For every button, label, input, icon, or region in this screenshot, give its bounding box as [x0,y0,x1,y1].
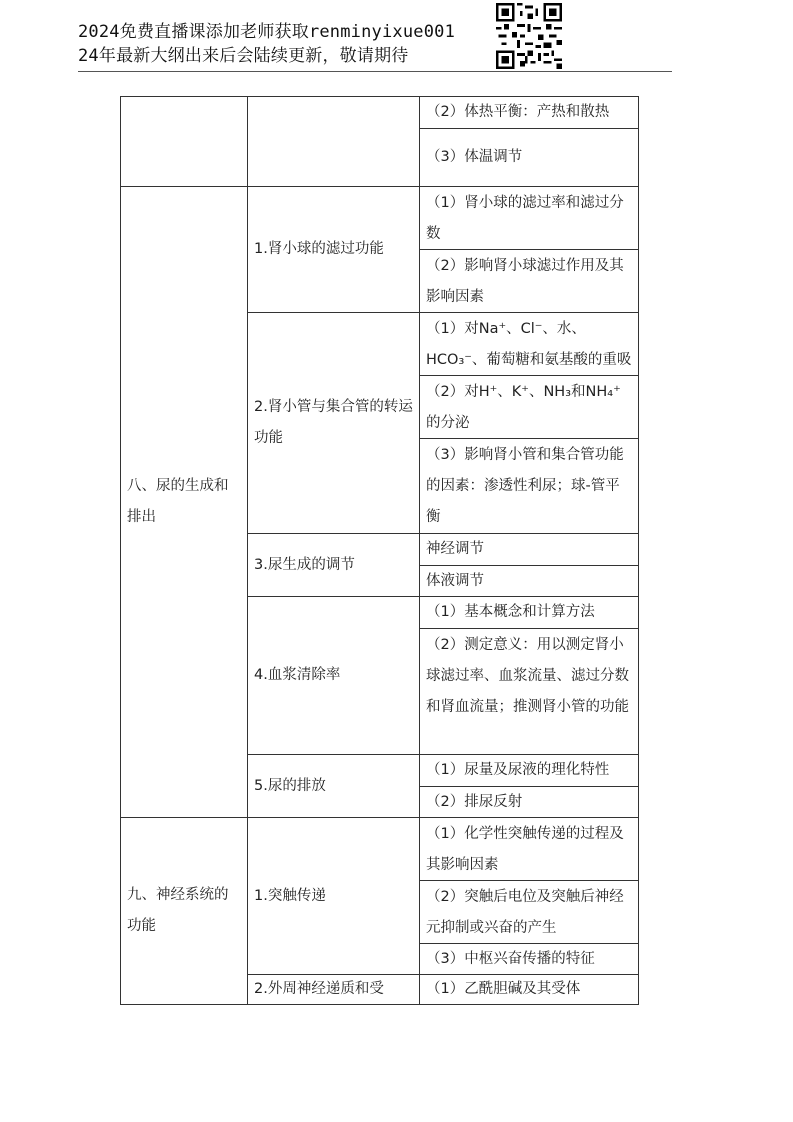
section-title-cell [120,817,248,1005]
table-cell-item: （1）化学性突触传递的过程及其影响因素 [419,817,639,881]
section-9-title: 九、神经系统的功能 [127,887,229,934]
table-cell-item: （1）基本概念和计算方法 [419,596,639,629]
header-divider [78,71,672,72]
topic-name: 1.突触传递 [254,887,326,904]
topic-name: 1.肾小球的滤过功能 [254,241,384,257]
topic-cell [247,312,420,534]
table-cell-item: （1）肾小球的滤过率和滤过分数 [419,186,639,250]
table-cell-item: （2）体热平衡：产热和散热 [419,96,639,129]
table-cell-item: （2）对H⁺、K⁺、NH₃和NH₄⁺的分泌 [419,375,639,439]
section-8-title: 八、尿的生成和排出 [127,478,229,525]
topic-name: 5.尿的排放 [254,777,326,794]
table-cell-item: （1）对Na⁺、Cl⁻、水、HCO₃⁻、葡萄糖和氨基酸的重吸 [419,312,639,376]
qr-code-icon [496,3,562,69]
table-cell-item: （2）影响肾小球滤过作用及其影响因素 [419,249,639,313]
table-cell-item: 体液调节 [419,565,639,597]
table-cell-item: （3）影响肾小管和集合管功能的因素：渗透性利尿；球-管平衡 [419,438,639,534]
topic-name: 4.血浆清除率 [254,667,341,683]
table-cell-item: （2）测定意义：用以测定肾小球滤过率、血浆流量、滤过分数和肾血流量；推测肾小管的功能 [419,628,639,755]
table-cell-item: （1）乙酰胆碱及其受体 [419,974,639,1005]
header-line-2: 24年最新大纲出来后会陆续更新，敬请期待 [78,46,409,66]
topic-cell [247,974,420,1005]
table-cell-item: （2）突触后电位及突触后神经元抑制或兴奋的产生 [419,880,639,944]
topic-name: 2.肾小管与集合管的转运功能 [254,399,413,446]
section-title-cell [120,186,248,818]
table-cell-item: （2）排尿反射 [419,786,639,818]
topic-cell [247,754,420,818]
topic-cell [247,186,420,313]
topic-cell [247,817,420,975]
page-header [78,20,455,68]
table-cell-prev-section [120,96,248,187]
topic-cell [247,533,420,597]
table-cell-item: （3）体温调节 [419,128,639,187]
table-cell-prev-topic [247,96,420,187]
table-cell-item: 神经调节 [419,533,639,566]
table-cell-item: （1）尿量及尿液的理化特性 [419,754,639,787]
topic-name: 3.尿生成的调节 [254,556,355,573]
table-cell-item: （3）中枢兴奋传播的特征 [419,943,639,975]
topic-cell [247,596,420,755]
topic-name: 2.外周神经递质和受 [254,981,384,997]
header-line-1: 2024免费直播课添加老师获取renminyixue001 [78,22,456,42]
